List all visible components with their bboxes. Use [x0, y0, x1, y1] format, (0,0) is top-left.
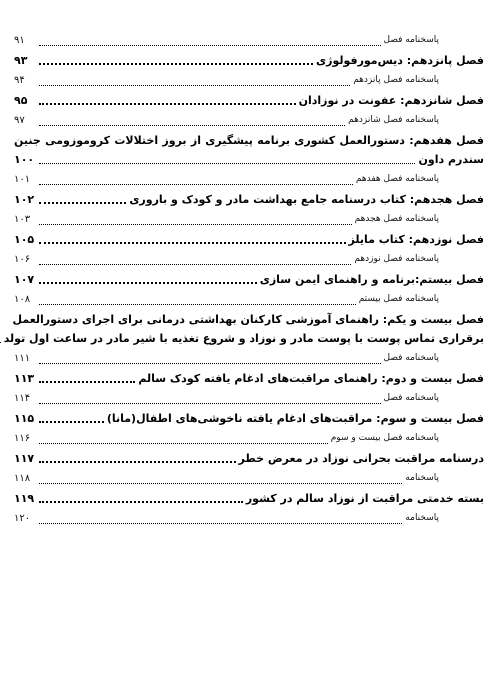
- toc-chapter-entry[interactable]: [14, 190, 484, 209]
- leader-dots: [39, 63, 313, 65]
- toc-entry-title: پاسخنامه فصل پانزدهم: [353, 75, 439, 85]
- toc-entry[interactable]: [14, 468, 484, 489]
- toc-page-number: ۱۰۳: [14, 214, 31, 225]
- toc-page-number: ۱۰۵: [14, 233, 35, 246]
- leader-dots: [39, 163, 415, 164]
- table-of-contents: [3, 30, 484, 529]
- toc-chapter-entry[interactable]: [14, 91, 484, 110]
- toc-page-number: ۱۰۱: [14, 174, 31, 185]
- toc-page-number: ۱۱۸: [14, 473, 31, 484]
- leader-dots: [39, 202, 126, 204]
- leader-dots: [39, 483, 402, 484]
- toc-entry-title: درسنامه مراقبت بحرانی نوزاد در معرض خطر: [238, 452, 484, 465]
- toc-entry[interactable]: [14, 209, 484, 230]
- toc-entry-title: پاسخنامه فصل نوزدهم: [354, 254, 439, 264]
- toc-entry-title: فصل شانزدهم: عفونت در نوزادان: [298, 94, 484, 107]
- toc-chapter-entry[interactable]: [14, 449, 484, 468]
- toc-entry-title-line2: سندرم داون: [418, 153, 484, 166]
- toc-entry[interactable]: [14, 70, 484, 91]
- toc-entry-title: پاسخنامه فصل: [383, 35, 439, 45]
- toc-entry-title: بسته خدمتی مراقبت از نوزاد سالم در کشور: [245, 492, 484, 505]
- toc-page-number: ۱۱۳: [14, 372, 35, 385]
- toc-entry[interactable]: [14, 30, 484, 51]
- toc-entry[interactable]: [14, 110, 484, 131]
- toc-chapter-entry[interactable]: [14, 51, 484, 70]
- toc-page-number: ۱۱۶: [14, 433, 31, 444]
- toc-page-number: ۹۷: [14, 115, 25, 126]
- toc-page-number: ۱۰۲: [14, 193, 35, 206]
- toc-chapter-entry[interactable]: [14, 409, 484, 428]
- toc-entry[interactable]: [14, 249, 484, 270]
- toc-entry[interactable]: [14, 169, 484, 190]
- toc-page-number: ۹۴: [14, 75, 25, 86]
- toc-entry[interactable]: [14, 508, 484, 529]
- toc-page-number: ۹۵: [14, 94, 28, 107]
- leader-dots: [39, 363, 381, 364]
- leader-dots: [39, 403, 381, 404]
- toc-chapter-entry-multiline[interactable]: [3, 310, 484, 348]
- leader-dots: [0, 342, 1, 343]
- leader-dots: [39, 242, 346, 244]
- toc-entry[interactable]: [14, 348, 484, 369]
- leader-dots: [39, 381, 135, 383]
- leader-dots: [39, 443, 328, 444]
- toc-entry-title: فصل بیستم:برنامه و راهنمای ایمن سازی: [259, 273, 484, 286]
- leader-dots: [39, 501, 243, 503]
- toc-page-number: ۹۳: [14, 54, 28, 67]
- toc-page-number: ۱۱۹: [14, 492, 35, 505]
- leader-dots: [39, 45, 381, 46]
- toc-entry-title: فصل پانزدهم: دیس‌مورفولوژی: [316, 54, 484, 67]
- toc-entry-title: پاسخنامه فصل هجدهم: [354, 214, 439, 224]
- leader-dots: [39, 224, 352, 225]
- toc-chapter-entry[interactable]: [14, 369, 484, 388]
- leader-dots: [39, 461, 236, 463]
- toc-entry-title: پاسخنامه: [405, 473, 439, 483]
- toc-page-number: ۱۰۷: [14, 273, 35, 286]
- toc-entry-title: پاسخنامه فصل: [383, 393, 439, 403]
- toc-page-number: ۱۰۰: [14, 153, 35, 166]
- toc-entry[interactable]: [14, 388, 484, 409]
- toc-entry-title: پاسخنامه فصل بیستم: [358, 294, 439, 304]
- toc-entry-title-line1: فصل بیست و یکم: راهنمای آموزشی کارکنان بهداشتی درمانی برای اجرای دستورالعمل: [12, 313, 484, 326]
- toc-entry-title: پاسخنامه فصل شانزدهم: [348, 115, 439, 125]
- toc-page-number: ۱۱۴: [14, 393, 31, 404]
- toc-entry-title: پاسخنامه فصل بیست و سوم: [330, 433, 439, 443]
- toc-entry-title: پاسخنامه فصل: [383, 353, 439, 363]
- leader-dots: [39, 85, 350, 86]
- toc-page-number: ۱۲۰: [14, 513, 31, 524]
- toc-chapter-entry[interactable]: [14, 489, 484, 508]
- leader-dots: [39, 523, 402, 524]
- toc-chapter-entry[interactable]: [14, 230, 484, 249]
- toc-entry[interactable]: [14, 289, 484, 310]
- leader-dots: [39, 125, 345, 126]
- toc-page-number: ۱۱۷: [14, 452, 35, 465]
- toc-page-number: ۱۱۱: [14, 353, 31, 364]
- toc-entry[interactable]: [14, 428, 484, 449]
- leader-dots: [39, 184, 353, 185]
- toc-page-number: ۹۱: [14, 35, 25, 46]
- leader-dots: [39, 282, 257, 284]
- toc-entry-title: فصل نوزدهم: کتاب مایلز: [348, 233, 484, 246]
- leader-dots: [39, 103, 296, 105]
- leader-dots: [39, 421, 104, 423]
- leader-dots: [39, 264, 351, 265]
- toc-page-number: ۱۰۸: [14, 294, 31, 305]
- toc-entry-title-line1: فصل هفدهم: دستورالعمل کشوری برنامه پیشگیری از بروز اختلالات کروموزومی جنین: [14, 134, 484, 147]
- toc-entry-title: فصل بیست و دوم: راهنمای مراقبت‌های ادغام یافته کودک سالم: [138, 372, 484, 385]
- toc-chapter-entry[interactable]: [14, 270, 484, 289]
- toc-entry-title: فصل بیست و سوم: مراقبت‌های ادغام یافته ناخوشی‌های اطفال(مانا): [106, 412, 484, 425]
- leader-dots: [39, 304, 356, 305]
- toc-entry-title: پاسخنامه: [405, 513, 439, 523]
- toc-chapter-entry-multiline[interactable]: [14, 131, 484, 169]
- toc-page-number: ۱۱۵: [14, 412, 35, 425]
- toc-entry-title: فصل هجدهم: کتاب درسنامه جامع بهداشت مادر و کودک و باروری: [129, 193, 484, 206]
- toc-entry-title-line2: برقراری تماس پوست با پوست مادر و نوزاد و شروع تغذیه با شیر مادر در ساعت اول تولد: [3, 332, 484, 345]
- toc-page-number: ۱۰۶: [14, 254, 31, 265]
- toc-entry-title: پاسخنامه فصل هفدهم: [355, 174, 439, 184]
